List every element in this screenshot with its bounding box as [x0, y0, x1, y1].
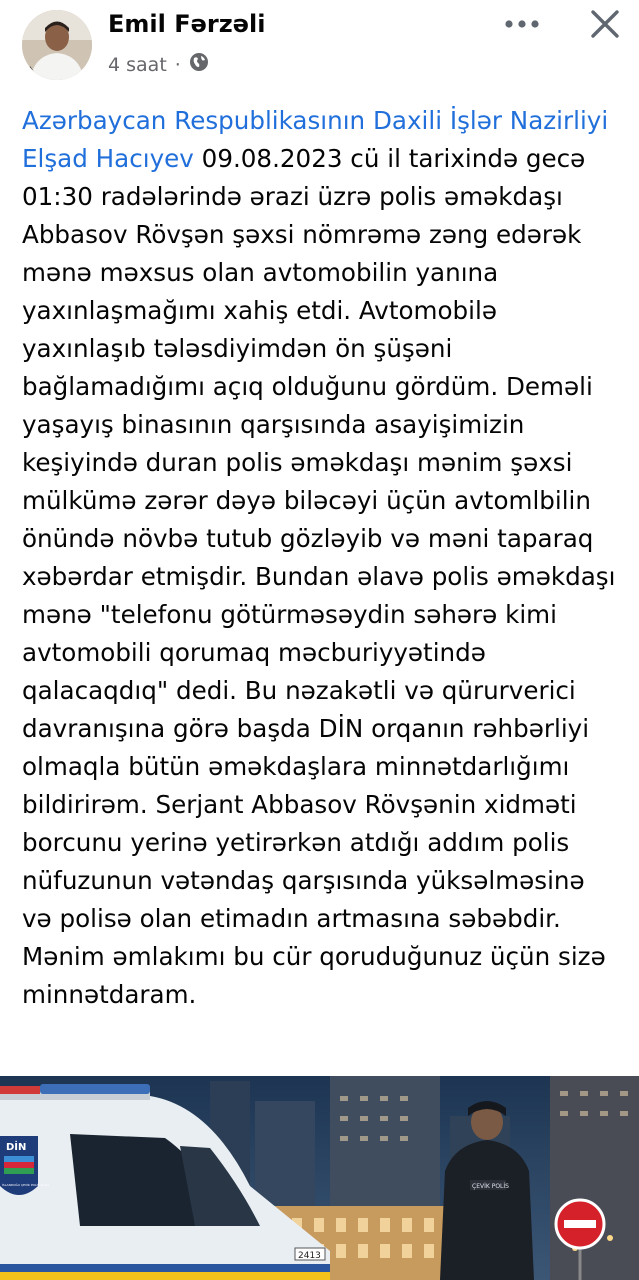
badge-top-text: DİN — [6, 1142, 27, 1153]
police-photo — [0, 1076, 639, 1280]
more-options-icon[interactable] — [500, 6, 544, 42]
mention-link[interactable]: Azərbaycan Respublikasının Daxili İşlər Nazirliyi Elşad Hacıyev — [22, 106, 624, 173]
post-meta — [108, 52, 209, 77]
vest-text: ÇEVİK POLİS — [472, 1183, 509, 1190]
meta-separator: · — [174, 53, 181, 76]
author-name[interactable]: Emil Fərzəli — [108, 10, 266, 38]
post-body: 09.08.2023 cü il tarixində gecə 01:30 radələrində ərazi üzrə polis əməkdaşı Abbasov Rövşən şəxsi nömrəmə zəng edərək mənə məxsus olan avtomobilin yanına yaxınlaşmağımı xahiş etdi. Avtomobilə yaxınlaşıb tələsdiyimdən ön şüşəni bağlamadığımı açıq olduğunu gördüm. Deməli yaşayış binasının qarşısında asayişimizin keşiyində duran polis əməkdaşı mənim şəxsi mülkümə zərər dəyə biləcəyi üçün avtomlbilin önündə növbə tutub gözləyib və məni taparaq xəbərdar etmişdir. Bundan əlavə polis əməkdaşı mənə "telefonu götürməsəydin səhərə kimi avtomobili qorumaq məcburiyyətində qalacaqdıq" dedi. Bu nəzakətli və qürurverici davranışına görə başda DİN orqanın rəhbərliyi olmaqla bütün əməkdaşlara minnətdarlığımı bildirirəm. Serjant Abbasov Rövşənin xidməti borcunu yerinə yetirərkən atdığı addım polis nüfuzunun vətəndaş qarşısında yüksəlməsinə və polisə olan etimadın artmasına səbəbdir. Mənim əmlakımı bu cür qoruduğunuz üçün sizə minnətdaram. — [22, 144, 624, 1009]
vehicle-number: 2413 — [298, 1251, 321, 1261]
post-time[interactable]: 4 saat — [108, 53, 167, 76]
close-icon[interactable] — [583, 2, 627, 46]
globe-icon — [189, 52, 209, 77]
post-header — [0, 0, 639, 90]
avatar[interactable] — [22, 10, 92, 80]
post-text — [22, 102, 622, 1014]
post-photo[interactable] — [0, 1076, 639, 1280]
badge-bottom-text: İSLANDOĞU ÇEVİK POLİS ALAYI — [2, 1183, 49, 1187]
avatar-photo — [22, 10, 92, 80]
